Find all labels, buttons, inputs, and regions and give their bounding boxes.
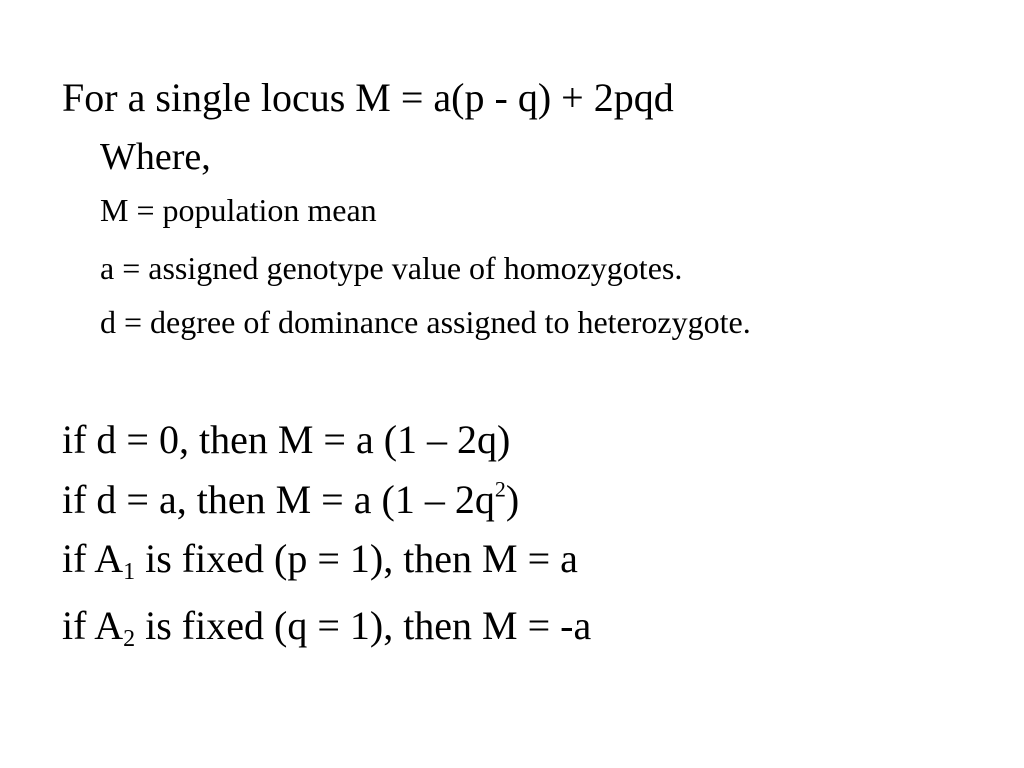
exponent: 2	[494, 476, 506, 502]
definition-m: M = population mean	[100, 192, 377, 228]
subscript-2: 2	[123, 626, 136, 653]
definition-a: a = assigned genotype value of homozygotes.	[100, 250, 683, 286]
case-a2-fixed	[62, 603, 592, 653]
case-a2-prefix: if A	[62, 603, 124, 648]
definition-d: d = degree of dominance assigned to heterozygote.	[100, 304, 751, 340]
case-a1-prefix: if A	[62, 536, 124, 581]
case-d-zero: if d = 0, then M = a (1 – 2q)	[62, 417, 511, 462]
subscript-1: 1	[123, 559, 136, 586]
closing-paren: )	[505, 477, 520, 522]
formula-title: For a single locus M = a(p - q) + 2pqd	[62, 75, 674, 120]
case-a2-suffix: is fixed (q = 1), then M = -a	[135, 603, 592, 648]
where-label: Where,	[100, 136, 211, 178]
case-d-equals-a	[62, 476, 520, 522]
case-d-equals-a-text: if d = a, then M = a (1 – 2q	[62, 477, 495, 522]
case-a1-fixed	[62, 536, 578, 586]
case-a1-suffix: is fixed (p = 1), then M = a	[135, 536, 578, 581]
